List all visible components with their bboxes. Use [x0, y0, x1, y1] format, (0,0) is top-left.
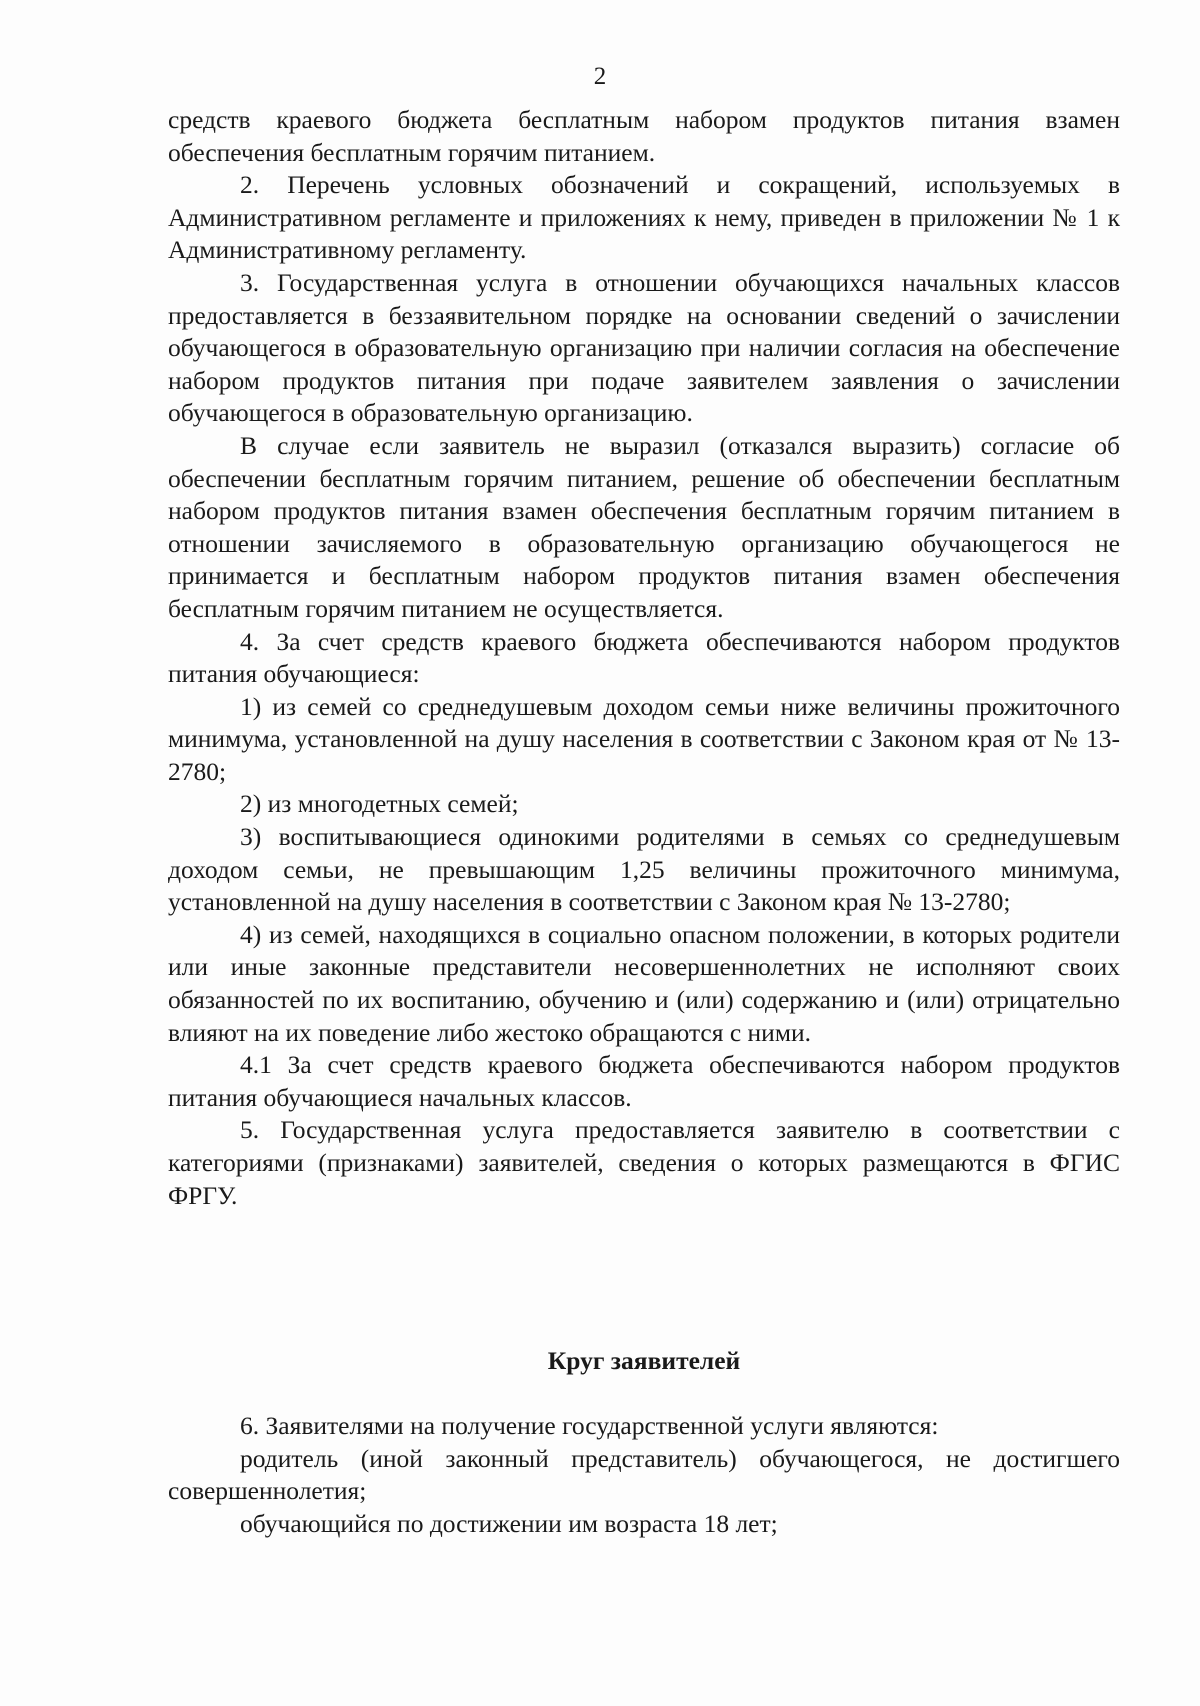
paragraph-continuation: средств краевого бюджета бесплатным набором продуктов питания взамен обеспечения бесплатным горячим питанием. [168, 105, 1120, 167]
page-number: 2 [593, 63, 607, 90]
section-heading: Круг заявителей [547, 1346, 741, 1375]
paragraph-item-2: 2. Перечень условных обозначений и сокращений, используемых в Административном регламенте и приложениях к нему, приведен в приложении № 1 к Административному регламенту. [168, 170, 1120, 265]
paragraph-item-4: 4. За счет средств краевого бюджета обеспечиваются набором продуктов питания обучающиеся: [168, 626, 1120, 689]
section-body [168, 1410, 1120, 1540]
paragraph-item-4-1: 1) из семей со среднедушевым доходом семьи ниже величины прожиточного минимума, установленной на душу населения в соответствии с Законом края от № 13-2780; [168, 691, 1120, 786]
paragraph-applicant-student: обучающийся по достижении им возраста 18 лет; [240, 1508, 778, 1538]
paragraph-item-4-2: 2) из многодетных семей; [240, 789, 519, 819]
paragraph-item-3-refusal: В случае если заявитель не выразил (отказался выразить) согласие об обеспечении бесплатным горячим питанием, решение об обеспечении бесплатным набором продуктов питания взамен обеспечения бесплатным горячим питанием в отношении зачисляемого в образовательную организацию обучающегося не принимается и бесплатным набором продуктов питания взамен обеспечения бесплатным горячим питанием не осуществляется. [168, 430, 1120, 623]
paragraph-item-4-4: 4) из семей, находящихся в социально опасном положении, в которых родители или иные законные представители несовершеннолетних не исполняют своих обязанностей по их воспитанию, обучению и (или) содержанию и (или) отрицательно влияют на их поведение либо жестоко обращаются с ними. [168, 919, 1120, 1047]
paragraph-item-3: 3. Государственная услуга в отношении обучающихся начальных классов предоставляется в беззаявительном порядке на основании сведений о зачислении обучающегося в образовательную организацию при наличии согласия на обеспечение набором продуктов питания при подаче заявителем заявления о зачислении обучающегося в образовательную организацию. [168, 267, 1120, 428]
document-body [168, 104, 1120, 1212]
paragraph-item-5: 5. Государственная услуга предоставляется заявителю в соответствии с категориями (признаками) заявителей, сведения о которых размещаются в ФГИС ФРГУ. [168, 1115, 1120, 1210]
paragraph-applicant-parent: родитель (иной законный представитель) обучающегося, не достигшего совершеннолетия; [168, 1443, 1120, 1506]
paragraph-item-4-3: 3) воспитывающиеся одинокими родителями в семьях со среднедушевым доходом семьи, не превышающим 1,25 величины прожиточного минимума, установленной на душу населения в соответствии с Законом края № 13-2780; [168, 822, 1120, 917]
paragraph-item-4-point-1: 4.1 За счет средств краевого бюджета обеспечиваются набором продуктов питания обучающиеся начальных классов. [168, 1050, 1120, 1112]
paragraph-item-6: 6. Заявителями на получение государственной услуги являются: [240, 1411, 939, 1440]
